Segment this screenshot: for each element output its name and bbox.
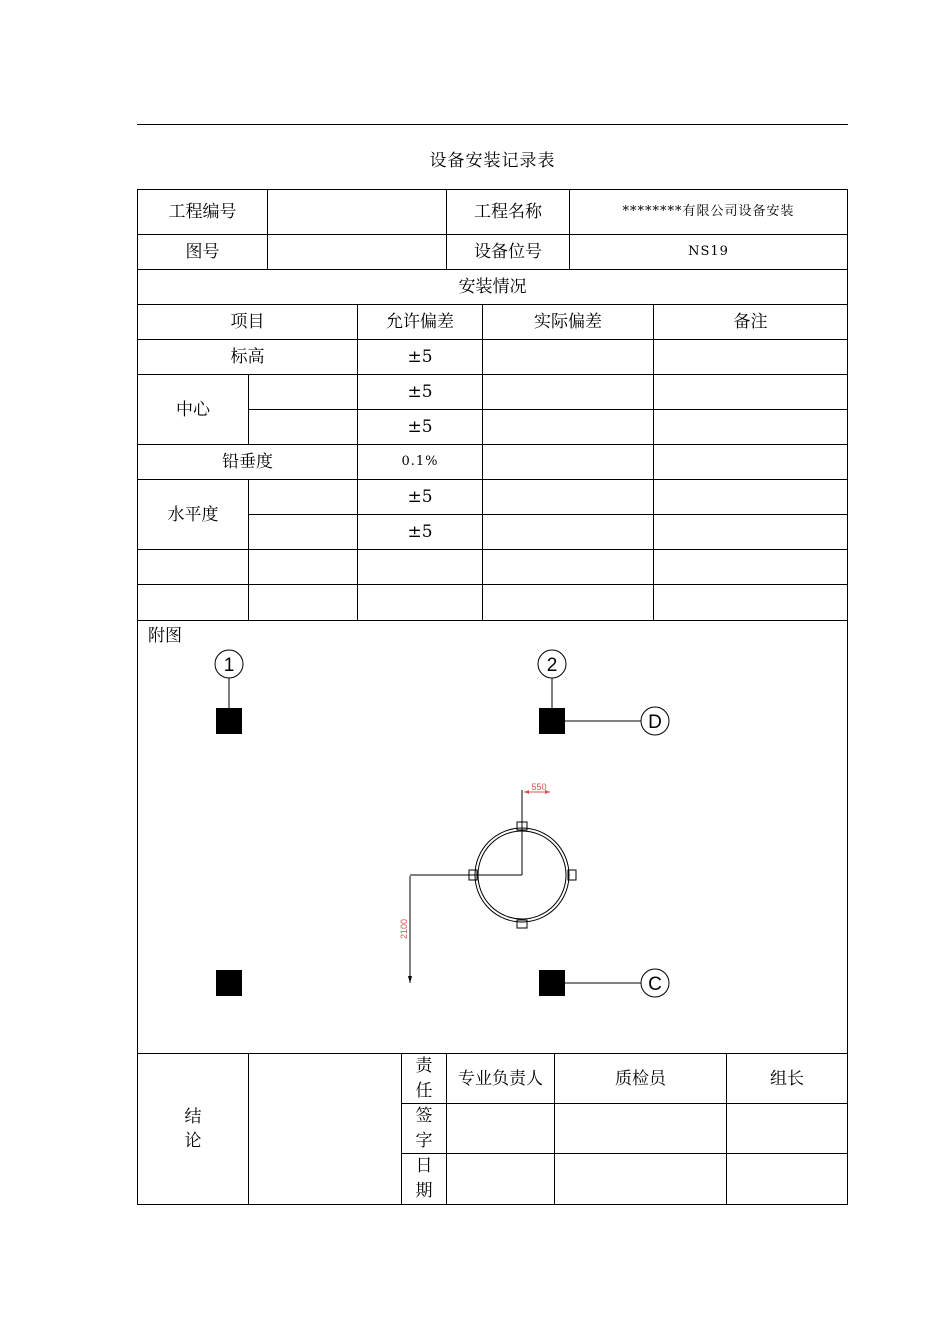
blank-row-1-col-2[interactable] [248,549,358,585]
svg-text:C: C [648,974,662,995]
dimension-550 [524,782,550,794]
inspector-header: 质检员 [554,1053,727,1104]
svg-text:2100: 2100 [399,918,409,940]
row-level-label: 水平度 [137,479,249,550]
blank-row-1-col-3[interactable] [357,549,483,585]
conclusion-label: 结 论 [137,1053,249,1205]
row-elevation-actual[interactable] [482,339,654,375]
svg-text:D: D [648,712,662,733]
responsibility-label: 责 任 [401,1053,447,1104]
blank-row-1-col-1[interactable] [137,549,249,585]
row-level-remarks-2[interactable] [653,514,848,550]
figure-label: 附图 [148,626,182,646]
blank-row-2-col-1[interactable] [137,584,249,621]
row-center-remarks-1[interactable] [653,374,848,410]
blank-row-2-col-4[interactable] [482,584,654,621]
row-level-remarks-1[interactable] [653,479,848,515]
row-center-actual-1[interactable] [482,374,654,410]
svg-text:550: 550 [531,782,547,792]
specialty-lead-header: 专业负责人 [446,1053,555,1104]
project-no-label: 工程编号 [137,189,268,235]
row-center-tolerance-2: ±5 [357,409,483,445]
blank-row-1-col-5[interactable] [653,549,848,585]
row-level-sub-1[interactable] [248,479,358,515]
row-center-label: 中心 [137,374,249,445]
row-level-tolerance-2: ±5 [357,514,483,550]
date-label: 日 期 [401,1153,447,1205]
blank-row-2-col-5[interactable] [653,584,848,621]
project-name-value[interactable]: ********有限公司设备安装 [569,189,848,235]
project-no-value[interactable] [267,189,447,235]
svg-text:1: 1 [223,655,235,676]
team-leader-header: 组长 [726,1053,848,1104]
specialty-lead-sign[interactable] [446,1103,555,1154]
document-title: 设备安装记录表 [429,151,556,171]
axis-bubble-d [641,707,669,735]
equipment-position-value[interactable]: NS19 [569,234,848,270]
row-center-tolerance-1: ±5 [357,374,483,410]
column-top-left [216,708,242,734]
team-leader-sign[interactable] [726,1103,848,1154]
blank-row-1-col-4[interactable] [482,549,654,585]
column-top-right [539,708,565,734]
row-elevation-label: 标高 [137,339,358,375]
row-center-actual-2[interactable] [482,409,654,445]
project-name-label: 工程名称 [446,189,570,235]
drawing-no-label: 图号 [137,234,268,270]
top-rule [137,124,848,125]
vessel-plan [410,790,576,928]
row-level-sub-2[interactable] [248,514,358,550]
lug-bottom [517,920,527,928]
blank-row-2-col-3[interactable] [357,584,483,621]
row-elevation-tolerance: ±5 [357,339,483,375]
inspector-date[interactable] [554,1153,727,1205]
column-bottom-left [216,970,242,996]
svg-text:2: 2 [546,655,558,676]
dimension-2100 [399,876,412,983]
row-plumb-tolerance: 0.1% [357,444,483,480]
team-leader-date[interactable] [726,1153,848,1205]
drawing-no-value[interactable] [267,234,447,270]
row-level-tolerance-1: ±5 [357,479,483,515]
sign-label: 签 字 [401,1103,447,1154]
row-plumb-label: 铅垂度 [137,444,358,480]
row-elevation-remarks[interactable] [653,339,848,375]
row-plumb-remarks[interactable] [653,444,848,480]
column-header-actual: 实际偏差 [482,304,654,340]
row-center-sub-1[interactable] [248,374,358,410]
conclusion-content[interactable] [248,1053,402,1205]
column-header-tolerance: 允许偏差 [357,304,483,340]
blank-row-2-col-2[interactable] [248,584,358,621]
specialty-lead-date[interactable] [446,1153,555,1205]
row-level-actual-2[interactable] [482,514,654,550]
axis-bubble-c [641,969,669,997]
inspector-sign[interactable] [554,1103,727,1154]
row-plumb-actual[interactable] [482,444,654,480]
install-section-title: 安装情况 [137,269,848,305]
equipment-layout-drawing [138,640,846,1052]
equipment-position-label: 设备位号 [446,234,570,270]
row-center-sub-2[interactable] [248,409,358,445]
row-level-actual-1[interactable] [482,479,654,515]
axis-bubble-2 [538,650,566,678]
row-center-remarks-2[interactable] [653,409,848,445]
column-bottom-right [539,970,565,996]
column-header-remarks: 备注 [653,304,848,340]
column-header-item: 项目 [137,304,358,340]
axis-bubble-1 [215,650,243,678]
